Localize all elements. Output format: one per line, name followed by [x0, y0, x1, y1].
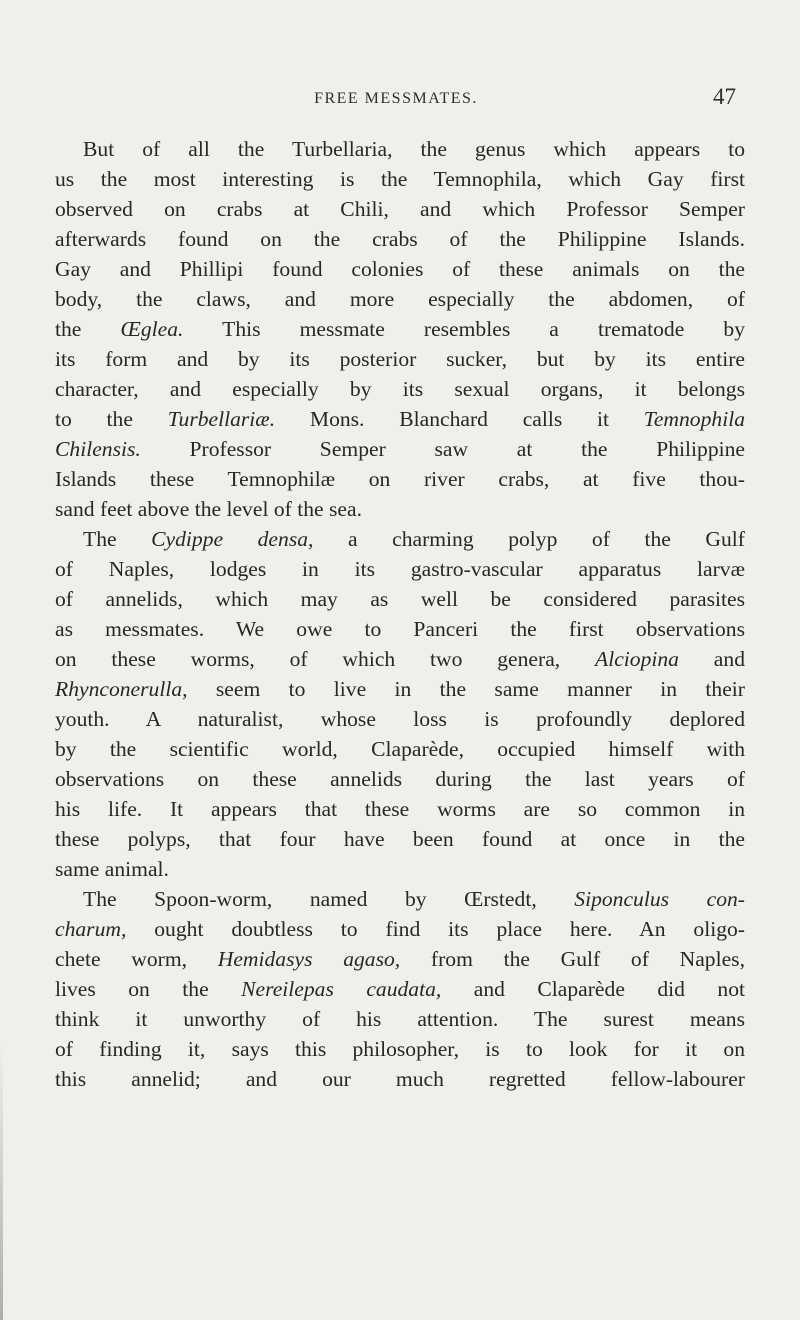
text-line	[55, 1034, 745, 1064]
text-line	[55, 284, 745, 314]
text-line	[55, 404, 745, 434]
text-line	[55, 554, 745, 584]
text-segment: and	[678, 647, 745, 671]
text-segment: a charming polyp of the Gulf	[313, 527, 745, 551]
page-header	[56, 84, 736, 114]
running-head: FREE MESSMATES.	[314, 90, 478, 107]
text-segment: body, the claws, and more especially the abdomen, of	[55, 287, 745, 311]
text-segment: character, and especially by its sexual organs, it belongs	[55, 377, 745, 401]
text-line	[55, 314, 745, 344]
text-line	[55, 1064, 745, 1094]
text-line	[55, 884, 745, 914]
text-segment: by the scientific world, Claparède, occupied himself with	[55, 737, 745, 761]
text-segment: Islands these Temnophilæ on river crabs, at five thou-	[55, 467, 745, 491]
text-line	[55, 764, 745, 794]
text-segment: Gay and Phillipi found colonies of these animals on the	[55, 257, 745, 281]
text-line	[55, 254, 745, 284]
text-segment: of Naples, lodges in its gastro-vascular apparatus larvæ	[55, 557, 745, 581]
body-text	[55, 134, 745, 1094]
text-line	[55, 644, 745, 674]
text-segment: afterwards found on the crabs of the Philippine Islands.	[55, 227, 745, 251]
text-line	[55, 374, 745, 404]
text-line	[55, 824, 745, 854]
text-segment: and Claparède did not	[441, 977, 745, 1001]
italic-term: Turbellariæ.	[167, 407, 276, 431]
text-line	[55, 494, 745, 524]
text-segment: But of all the Turbellaria, the genus which appears to	[83, 137, 745, 161]
text-line	[55, 464, 745, 494]
text-line	[55, 344, 745, 374]
text-line	[55, 134, 745, 164]
text-line	[55, 944, 745, 974]
text-line	[55, 524, 745, 554]
text-line	[55, 914, 745, 944]
text-segment: to the	[55, 407, 168, 431]
text-line	[55, 674, 745, 704]
italic-term: Chilensis.	[55, 437, 141, 461]
text-line	[55, 734, 745, 764]
text-line	[55, 584, 745, 614]
text-segment: its form and by its posterior sucker, but by its entire	[55, 347, 745, 371]
text-segment: from the Gulf of Naples,	[400, 947, 745, 971]
text-segment: ought doubtless to find its place here. An oligo-	[126, 917, 745, 941]
text-segment: this annelid; and our much regretted fellow-labourer	[55, 1067, 745, 1091]
page-number: 47	[713, 84, 736, 109]
text-segment: his life. It appears that these worms are so common in	[55, 797, 745, 821]
text-segment: This messmate resembles a trematode by	[183, 317, 746, 341]
italic-term: Rhynconerulla,	[55, 677, 188, 701]
text-segment: of finding it, says this philosopher, is to look for it on	[55, 1037, 745, 1061]
italic-term: Siponculus con-	[574, 887, 745, 911]
text-segment: The Spoon-worm, named by Œrstedt,	[83, 887, 575, 911]
text-line	[55, 854, 745, 884]
text-segment: think it unworthy of his attention. The surest means	[55, 1007, 745, 1031]
text-segment: chete worm,	[55, 947, 218, 971]
text-line	[55, 224, 745, 254]
text-line	[55, 704, 745, 734]
italic-term: Nereilepas caudata,	[241, 977, 442, 1001]
text-segment: The	[83, 527, 152, 551]
text-segment: same animal.	[55, 857, 169, 881]
italic-term: Temnophila	[643, 407, 745, 431]
text-line	[55, 164, 745, 194]
text-segment: seem to live in the same manner in their	[187, 677, 745, 701]
text-segment: these polyps, that four have been found at once in the	[55, 827, 745, 851]
text-segment: us the most interesting is the Temnophila, which Gay first	[55, 167, 745, 191]
italic-term: Hemidasys agaso,	[217, 947, 401, 971]
text-line	[55, 974, 745, 1004]
text-line	[55, 434, 745, 464]
text-segment: sand feet above the level of the sea.	[55, 497, 362, 521]
italic-term: Cydippe densa,	[151, 527, 314, 551]
text-segment: observations on these annelids during the last years of	[55, 767, 745, 791]
italic-term: charum,	[55, 917, 127, 941]
text-segment: youth. A naturalist, whose loss is profoundly deplored	[55, 707, 745, 731]
italic-term: Alciopina	[595, 647, 679, 671]
text-line	[55, 1004, 745, 1034]
text-segment: on these worms, of which two genera,	[55, 647, 596, 671]
text-segment: lives on the	[55, 977, 242, 1001]
text-line	[55, 614, 745, 644]
text-segment: the	[55, 317, 121, 341]
text-line	[55, 194, 745, 224]
text-segment: Mons. Blanchard calls it	[275, 407, 644, 431]
text-segment: Professor Semper saw at the Philippine	[140, 437, 745, 461]
text-line	[55, 794, 745, 824]
text-segment: observed on crabs at Chili, and which Professor Semper	[55, 197, 745, 221]
text-segment: of annelids, which may as well be considered parasites	[55, 587, 745, 611]
text-segment: as messmates. We owe to Panceri the first observations	[55, 617, 745, 641]
scan-edge-shadow	[0, 1040, 3, 1320]
italic-term: Œglea.	[120, 317, 184, 341]
